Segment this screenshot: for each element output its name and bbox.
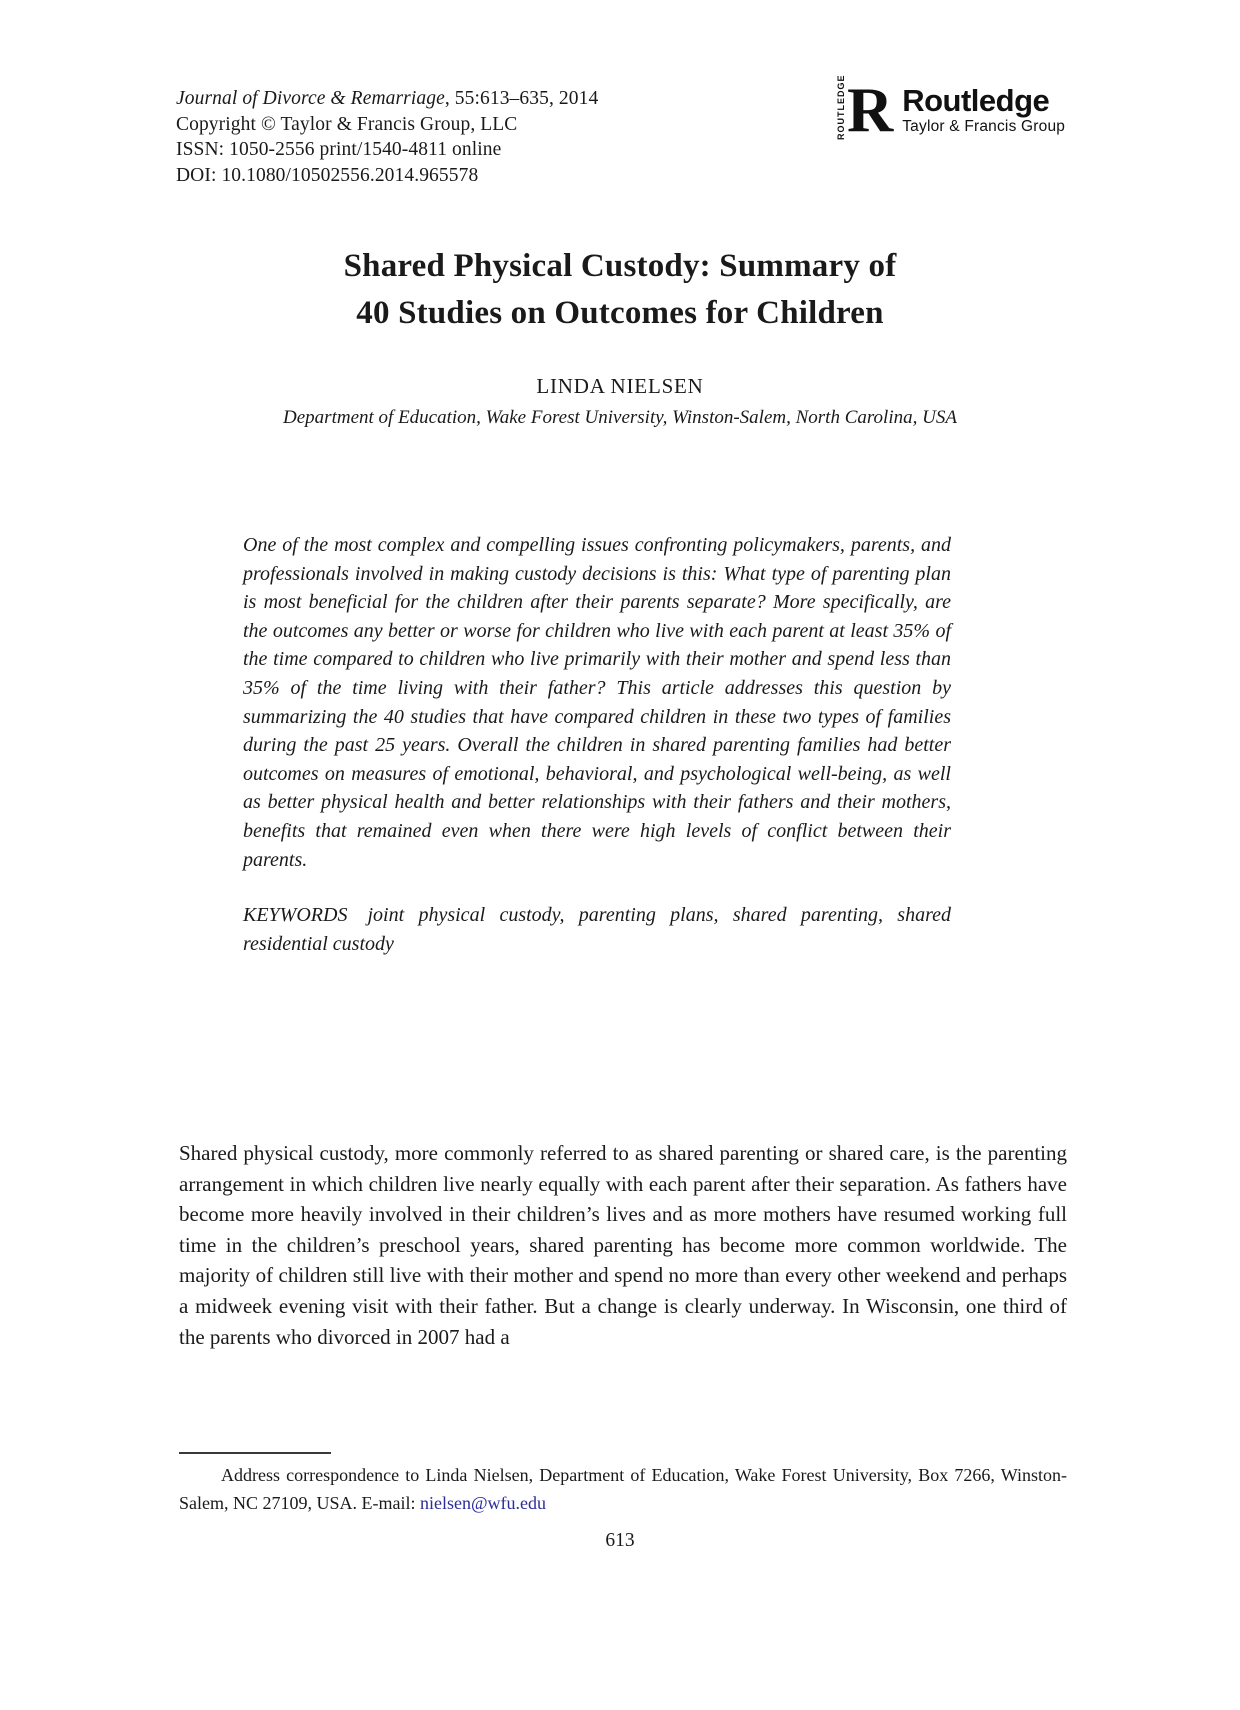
footnote-divider	[179, 1452, 331, 1454]
routledge-wordmark	[902, 82, 1066, 136]
email-link[interactable]: nielsen@wfu.edu	[420, 1492, 547, 1513]
copyright-line: Copyright © Taylor & Francis Group, LLC	[176, 113, 518, 135]
keywords-label: KEYWORDS	[243, 904, 348, 927]
journal-header	[176, 86, 598, 188]
routledge-r-icon: R	[847, 74, 894, 145]
article-title-line1: Shared Physical Custody: Summary of	[343, 248, 897, 284]
journal-volume-pages: , 55:613–635, 2014	[444, 88, 599, 109]
page-number: 613	[605, 1530, 635, 1551]
taylor-francis-subbrand: Taylor & Francis Group	[902, 117, 1066, 135]
issn-line: ISSN: 1050-2556 print/1540-4811 online	[176, 139, 502, 160]
keywords-block	[243, 901, 951, 958]
keywords-text: joint physical custody, parenting plans, shared parenting, shared residential custody	[243, 904, 951, 955]
routledge-vertical-text: ROUTLEDGE	[836, 74, 846, 140]
abstract-text: One of the most complex and compelling issues confronting policymakers, parents, and professionals involved in making custody decisions is this: What type of parenting plan is most beneficial for the children after their parents separate? More specifically, are the outcomes any better or worse for children who live with each parent at least 35% of the time compared to children who live primarily with their mother and spend less than 35% of the time living with their father? This article addresses this question by summarizing the 40 studies that have compared children in these two types of families during the past 25 years. Overall the children in shared parenting families had better outcomes on measures of emotional, behavioral, and psychological well-being, as well as better physical health and better relationships with their fathers and their mothers, benefits that remained even when there were high levels of conflict between their parents.	[243, 534, 951, 871]
abstract-block	[243, 531, 951, 958]
correspondence-footnote	[179, 1462, 1067, 1517]
journal-name: Journal of Divorce & Remarriage	[176, 88, 445, 109]
body-paragraph: Shared physical custody, more commonly referred to as shared parenting or shared care, is the parenting arrangement in which children live nearly equally with each parent after their separation. As fathers have become more heavily involved in their children’s lives and as more mothers have resumed working full time in the children’s preschool years, shared parenting has become more common worldwide. The majority of children still live with their mother and spend no more than every other weekend and perhaps a midweek evening visit with their father. But a change is clearly underway. In Wisconsin, one third of the parents who divorced in 2007 had a	[179, 1141, 1067, 1349]
doi-line: DOI: 10.1080/10502556.2014.965578	[176, 164, 479, 186]
author-name: LINDA NIELSEN	[536, 374, 704, 398]
article-title-line2: 40 Studies on Outcomes for Children	[356, 295, 884, 331]
routledge-logo	[836, 74, 1066, 145]
article-title	[0, 243, 1240, 337]
routledge-brand-name: Routledge	[902, 82, 1050, 118]
correspondence-text: Address correspondence to Linda Nielsen, Department of Education, Wake Forest University, Box 7266, Winston-Salem, NC 27109, USA. E-mail:	[179, 1465, 1067, 1513]
author-affiliation: Department of Education, Wake Forest University, Winston-Salem, North Carolina, USA	[283, 407, 957, 428]
journal-citation-line	[176, 86, 598, 112]
